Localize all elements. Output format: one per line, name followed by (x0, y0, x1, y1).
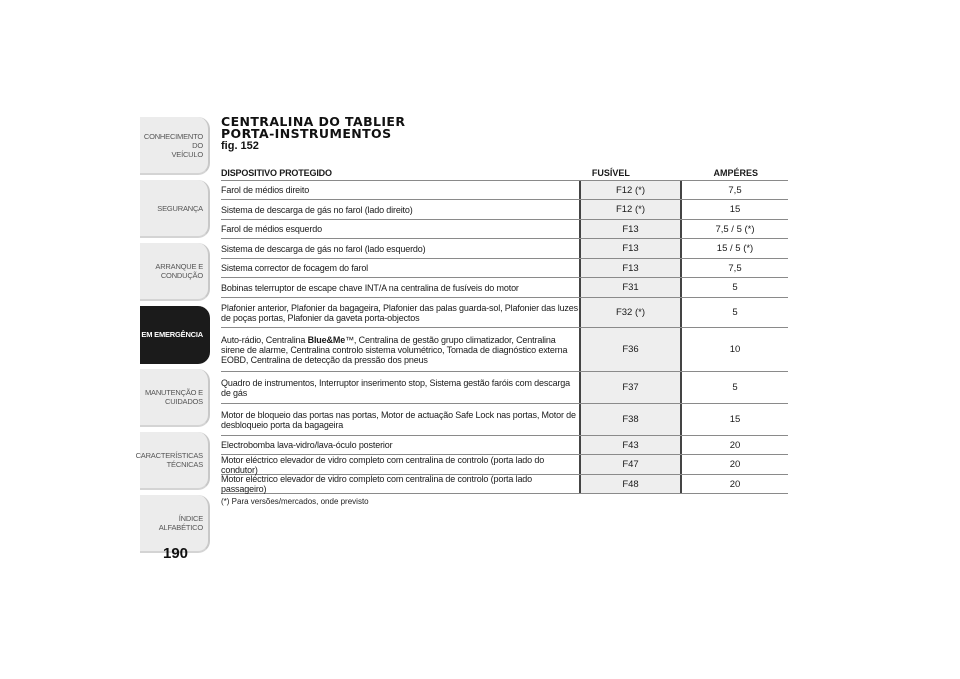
fuse-table (221, 165, 788, 494)
device-text-post: ™, Centralina de gestão grupo climatizador, Centralina sirene de alarme, Centralina controlo sistema volumétrico, Tomada de diagnóstico externa EOBD, Centralina de detecção da pressão dos pneus (221, 334, 568, 365)
device-cell: Electrobomba lava-vidro/lava-óculo posterior (221, 440, 393, 450)
amps-cell: 15 (729, 204, 741, 215)
device-cell: Plafonier anterior, Plafonier da bagageira, Plafonier das palas guarda-sol, Plafonier das luzes de poças portas, Plafonier da gaveta porta-objectos (221, 302, 578, 323)
device-cell: Farol de médios esquerdo (221, 224, 322, 234)
amps-cell: 15 / 5 (*) (716, 243, 754, 254)
fuse-cell: F32 (*) (579, 298, 682, 327)
heading-line-1: CENTRALINA DO TABLIER (221, 114, 406, 129)
device-text-pre: Auto-rádio, Centralina (221, 334, 308, 345)
amps-cell: 20 (729, 478, 741, 490)
table-row (221, 328, 788, 372)
heading-line-2: PORTA-INSTRUMENTOS (221, 126, 392, 141)
tab-arranque-e-conducao[interactable]: ARRANQUE E CONDUÇÃO (140, 243, 210, 301)
fuse-cell: F48 (579, 475, 682, 493)
tab-conhecimento-do-veiculo[interactable]: CONHECIMENTO DO VEÍCULO (140, 117, 210, 175)
table-row (221, 298, 788, 328)
fuse-cell: F13 (579, 220, 682, 238)
amps-cell: 7,5 / 5 (*) (715, 223, 755, 235)
chapter-sidebar (135, 117, 210, 558)
device-cell (221, 328, 579, 371)
blue-and-me-brand: Blue&Me (307, 334, 346, 345)
page-number: 190 (163, 545, 189, 562)
device-cell: Sistema corrector de focagem do farol (221, 263, 369, 273)
tab-em-emergencia[interactable]: EM EMERGÊNCIA (140, 306, 210, 364)
table-row (221, 404, 788, 436)
table-row (221, 220, 788, 239)
table-row (221, 200, 788, 220)
fuse-cell: F36 (579, 328, 682, 371)
fuse-cell: F12 (*) (579, 200, 682, 219)
table-footnote: (*) Para versões/mercados, onde previsto (221, 497, 369, 506)
figure-reference: fig. 152 (221, 140, 259, 152)
fuse-cell: F47 (579, 455, 682, 474)
device-cell: Farol de médios direito (221, 185, 310, 195)
tab-seguranca[interactable]: SEGURANÇA (140, 180, 210, 238)
tab-manutencao-e-cuidados[interactable]: MANUTENÇÃO E CUIDADOS (140, 369, 210, 427)
header-amps: AMPÉRES (713, 167, 758, 178)
tab-indice-alfabetico[interactable]: ÍNDICE ALFABÉTICO (140, 495, 210, 553)
table-row (221, 455, 788, 475)
tab-caracteristicas-tecnicas[interactable]: CARACTERÍSTICAS TÉCNICAS (140, 432, 210, 490)
amps-cell: 5 (732, 307, 738, 318)
fuse-cell: F12 (*) (579, 181, 682, 199)
fuse-cell: F31 (579, 278, 682, 297)
fuse-cell: F13 (579, 259, 682, 277)
table-row (221, 436, 788, 455)
table-row (221, 239, 788, 259)
device-cell: Motor eléctrico elevador de vidro completo com centralina de controlo (porta lado passageiro) (221, 474, 533, 494)
header-device: DISPOSITIVO PROTEGIDO (221, 167, 332, 178)
header-fuse: FUSÍVEL (591, 167, 630, 178)
device-cell: Motor eléctrico elevador de vidro completo com centralina de controlo (porta lado do condutor) (221, 454, 545, 475)
amps-cell: 15 (729, 414, 741, 425)
section-heading (221, 116, 405, 153)
amps-cell: 7,5 (728, 184, 742, 196)
device-cell: Motor de bloqueio das portas nas portas, Motor de actuação Safe Lock nas portas, Motor de desbloqueio porta da bagageira (221, 409, 576, 430)
table-header-row (221, 165, 788, 181)
device-cell: Quadro de instrumentos, Interruptor inserimento stop, Sistema gestão faróis com descarga de gás (221, 377, 570, 398)
table-row (221, 278, 788, 298)
fuse-cell: F37 (579, 372, 682, 403)
amps-cell: 10 (729, 344, 741, 355)
fuse-cell: F43 (579, 436, 682, 454)
fuse-cell: F13 (579, 239, 682, 258)
amps-cell: 7,5 (728, 262, 742, 274)
amps-cell: 20 (729, 459, 741, 470)
device-cell: Sistema de descarga de gás no farol (lado direito) (221, 204, 413, 215)
amps-cell: 20 (729, 439, 741, 451)
device-cell: Bobinas telerruptor de escape chave INT/A na centralina de fusíveis do motor (221, 282, 519, 293)
device-cell: Sistema de descarga de gás no farol (lado esquerdo) (221, 243, 426, 254)
table-row (221, 181, 788, 200)
table-row (221, 259, 788, 278)
fuse-cell: F38 (579, 404, 682, 435)
amps-cell: 5 (732, 282, 738, 293)
table-row (221, 372, 788, 404)
amps-cell: 5 (732, 382, 738, 393)
table-row (221, 475, 788, 494)
